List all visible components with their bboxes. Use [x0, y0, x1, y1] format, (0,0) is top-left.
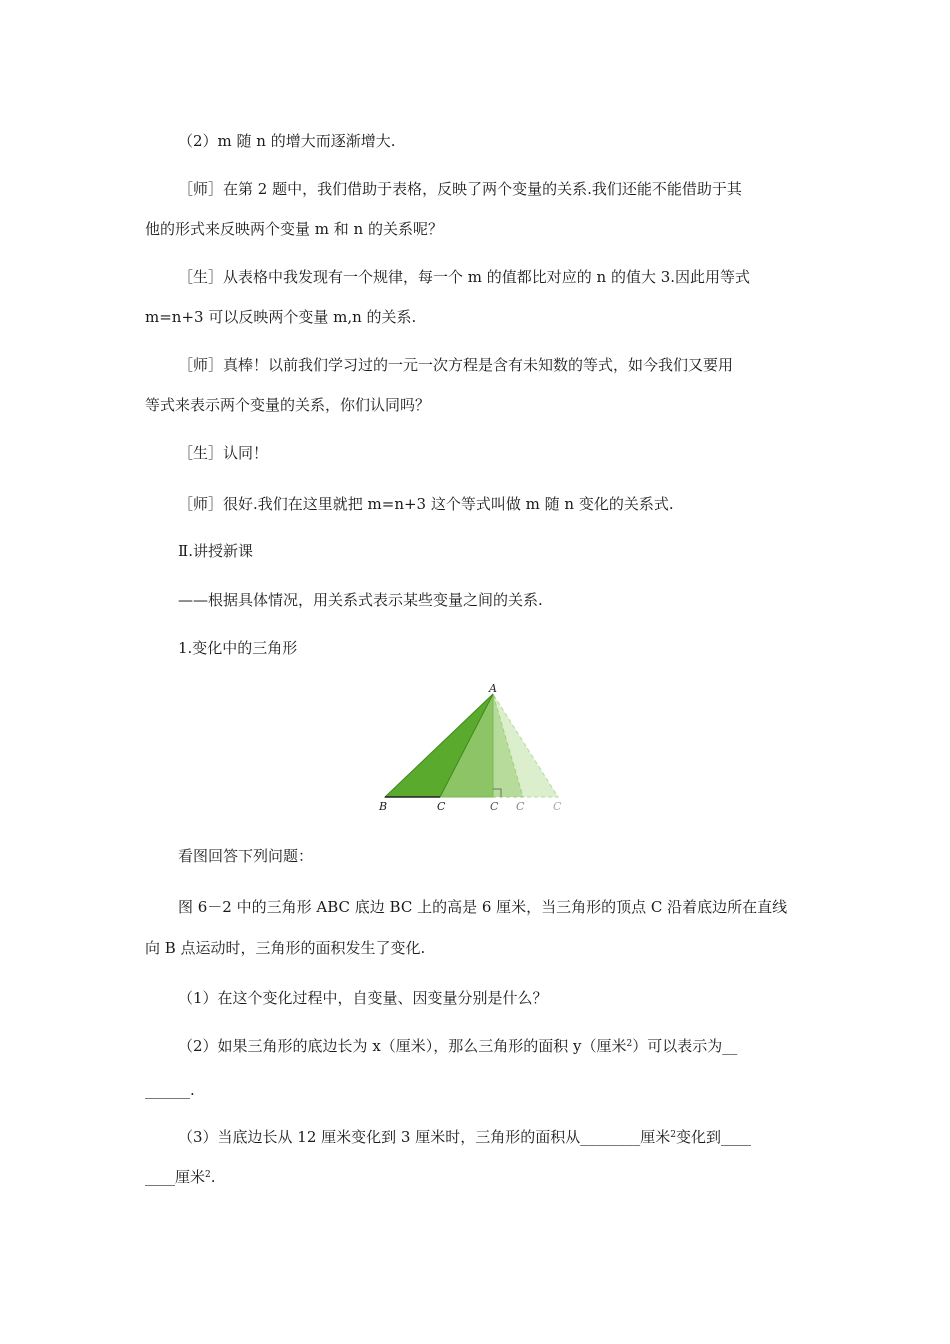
section-heading: Ⅱ.讲授新课	[178, 542, 253, 560]
question-text: .	[210, 1168, 216, 1186]
paragraph: 看图回答下列问题：	[178, 847, 314, 865]
paragraph: ［师］很好.我们在这里就把 m=n+3 这个等式叫做 m 随 n 变化的关系式.	[178, 495, 674, 513]
paragraph: 他的形式来反映两个变量 m 和 n 的关系呢？	[145, 220, 443, 238]
label-a: A	[489, 682, 497, 695]
question	[178, 1036, 737, 1056]
question-text: ____厘米	[145, 1168, 206, 1186]
question-text: （3）当底边长从 12 厘米变化到 3 厘米时，三角形的面积从________厘米	[178, 1128, 671, 1146]
label-c: C	[516, 800, 525, 812]
subsection-heading: 1.变化中的三角形	[178, 639, 298, 657]
paragraph: ［师］在第 2 题中，我们借助于表格，反映了两个变量的关系.我们还能不能借助于其	[178, 180, 742, 198]
label-c: C	[490, 800, 499, 812]
paragraph: ［师］真棒！以前我们学习过的一元一次方程是含有未知数的等式，如今我们又要用	[178, 356, 734, 374]
paragraph: 等式来表示两个变量的关系，你们认同吗？	[145, 396, 431, 414]
paragraph: 图 6－2 中的三角形 ABC 底边 BC 上的高是 6 厘米，当三角形的顶点 C 沿着底边所在直线	[178, 898, 788, 916]
label-c: C	[437, 800, 446, 812]
question	[145, 1167, 216, 1187]
question: （1）在这个变化过程中，自变量、因变量分别是什么？	[178, 989, 548, 1007]
paragraph: ［生］认同！	[178, 444, 269, 462]
question	[178, 1127, 751, 1147]
paragraph: 向 B 点运动时，三角形的面积发生了变化.	[145, 939, 426, 957]
paragraph: m=n+3 可以反映两个变量 m,n 的关系.	[145, 308, 417, 326]
superscript: 2	[626, 1039, 633, 1049]
paragraph: （2）m 随 n 的增大而逐渐增大.	[178, 132, 396, 150]
label-b: B	[379, 800, 388, 812]
question-text: （2）如果三角形的底边长为 x（厘米），那么三角形的面积 y（厘米	[178, 1037, 627, 1055]
superscript: 2	[670, 1130, 676, 1140]
question-text: 变化到____	[675, 1128, 751, 1146]
superscript: 2	[205, 1170, 211, 1180]
paragraph: ——根据具体情况，用关系式表示某些变量之间的关系.	[178, 591, 543, 609]
blank-line: ______.	[145, 1081, 195, 1099]
triangle-figure	[373, 682, 573, 812]
question-text: ）可以表示为__	[632, 1037, 738, 1055]
label-c: C	[553, 800, 562, 812]
paragraph: ［生］从表格中我发现有一个规律，每一个 m 的值都比对应的 n 的值大 3.因此用等式	[178, 268, 751, 286]
